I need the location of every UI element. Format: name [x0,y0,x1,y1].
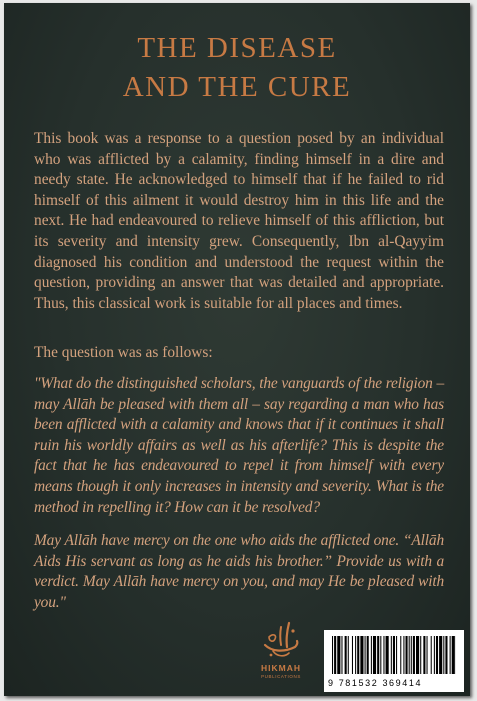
calligraphy-logo-icon [259,621,303,661]
book-title-line-1: THE DISEASE [137,32,337,64]
publisher-logo [249,621,313,693]
question-quote: "What do the distinguished scholars, the vanguards of the religion – may Allāh be pleased with them all – say regarding a man who has been afflicted with a calamity and knows that if it continues it shall ruin his worldly affairs as well as his afterlife? This is despite the fact that he has endeavoured to repel it from himself with every means though it only increases in intensity and severity. What is the method in repelling it? How can it be resolved? [34,375,444,516]
isbn-number: 9 781532 369414 [328,678,423,688]
publisher-subtitle: PUBLICATIONS [261,674,301,679]
barcode-bars [332,636,456,674]
description-paragraph: This book was a response to a question posed by an individual who was afflicted by a calamity, finding himself in a dire and needy state. He acknowledged to himself that if he failed to rid himself of this ailment it would destroy him in this life and the next. He had endeavoured to relieve himself of this affliction, but its severity and intensity grew. Consequently, Ibn al-Qayyim diagnosed his condition and understood the request within the question, providing an answer that was detailed and appropriate. Thus, this classical work is suitable for all places and times. [34,130,444,312]
question-intro: The question was as follows: [34,344,213,361]
closing-prayer: May Allāh have mercy on the one who aids the afflicted one. “Allāh Aids His servant as long as he aids his brother.” Provide us with a verdict. May Allāh have mercy on you, and may He be pleased with you." [34,532,444,611]
back-cover [4,3,470,696]
book-title-line-2: AND THE CURE [122,71,352,103]
isbn-barcode [324,630,464,692]
publisher-name: HIKMAH [261,663,301,673]
